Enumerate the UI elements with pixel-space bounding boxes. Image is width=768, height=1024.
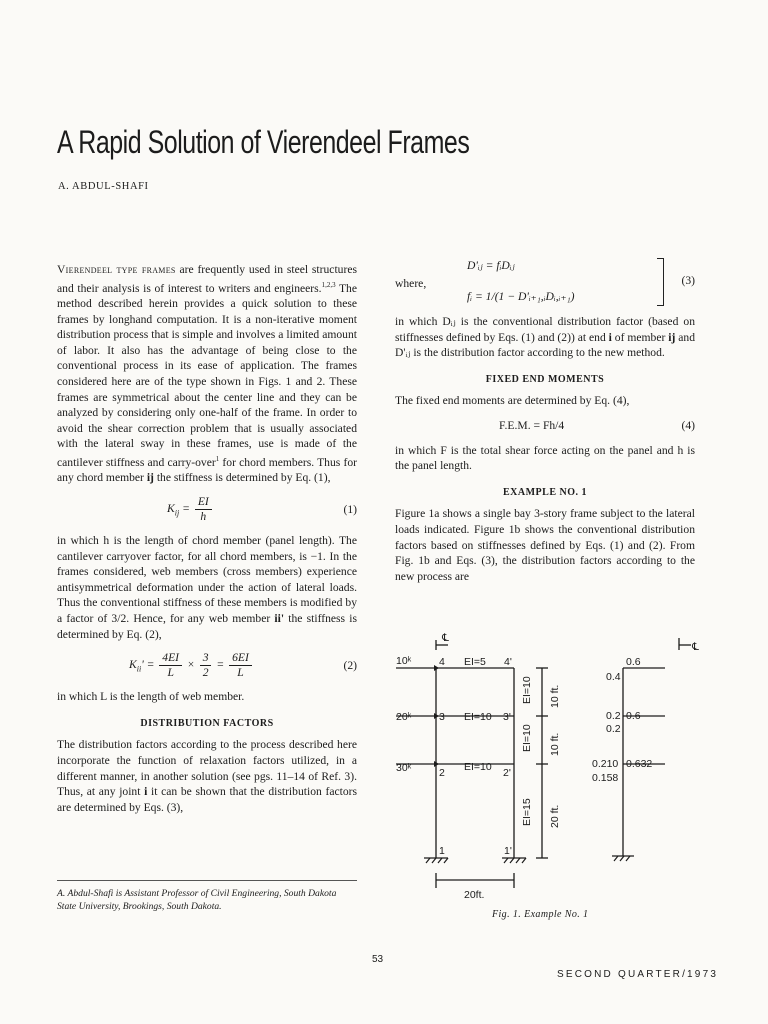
joint-label: 2' [503, 767, 511, 779]
equation-number: (4) [681, 418, 695, 432]
distribution-factor: 0.2 [606, 710, 621, 722]
page-number: 53 [372, 954, 384, 965]
frame-figure [378, 628, 708, 908]
equation-1: $K_{ij}$ = $\frac{EI}{h}$ (1) [167, 495, 357, 524]
distribution-factor: 0.210 [592, 758, 619, 770]
paragraph: in which L is the length of web member. [57, 690, 245, 704]
centerline-label: ℄ [442, 632, 449, 644]
paragraph: in which Dᵢⱼ is the conventional distribution factor (based on stiffnesses defined by Eqs. (1) and (2)) at end i of member ij and D'ᵢⱼ is the distribution factor according to the new method. [395, 315, 696, 360]
load-label: 20ᵏ [396, 711, 412, 723]
reference-superscript: 1,2,3 [321, 280, 336, 289]
chord-stiffness: EI=10 [464, 711, 492, 723]
web-stiffness: EI=10 [521, 724, 533, 752]
joint-label: 1 [439, 845, 445, 857]
equation-2: $K_{ii}'$ = $\frac{4EI}{L}$ × $\frac{3}{2}$ = $\frac{6EI}{L}$ (2) [129, 651, 357, 680]
paragraph: The distribution factors according to the process described here incorporate the function of relaxation factors utilized, in a different manner, in another solution (see pgs. 11–14 of Ref. 3). Thus, at any joint i it can be shown that the distribution factors are determined by Eqs. (3), [57, 738, 357, 814]
equation-3: D'ᵢⱼ = fᵢDᵢⱼ where, fᵢ = 1/(1 − D'ᵢ₊₁,ᵢDᵢ,ᵢ₊₁) (3) [395, 256, 695, 308]
bracket [657, 258, 664, 306]
right-column [395, 256, 695, 584]
section-heading: EXAMPLE NO. 1 [503, 486, 587, 498]
paragraph: in which h is the length of chord member (panel length). The cantilever carryover factor, for all chord members, is −1. In the frames considered, web members (cross members) experience antisymmetrical deformation under the action of lateral loads. Thus the conventional stiffness of these members is modified by a factor of 3/2. Hence, for any web member ii' the stiffness is determined by Eq. (2), [57, 534, 358, 641]
lead-in: Vierendeel type frames [57, 263, 176, 276]
joint-label: 2 [439, 767, 445, 779]
joint-label: 3' [503, 711, 511, 723]
span-dimension: 20ft. [464, 889, 485, 901]
equation-number: (3) [681, 274, 695, 287]
equation-number: (1) [343, 502, 357, 516]
author: A. ABDUL-SHAFI [58, 181, 149, 192]
joint-label: 4 [439, 656, 445, 668]
load-label: 10ᵏ [396, 655, 412, 667]
chord-stiffness: EI=10 [464, 761, 492, 773]
paragraph: in which F is the total shear force acting on the panel and h is the panel length. [395, 443, 695, 473]
joint-label: 4' [504, 656, 512, 668]
section-heading: FIXED END MOMENTS [485, 373, 605, 385]
chord-stiffness: EI=5 [464, 656, 486, 668]
distribution-factor: 0.6 [626, 656, 641, 668]
web-stiffness: EI=15 [521, 798, 533, 826]
height-dimension: 20 ft. [549, 804, 561, 828]
author-footnote: A. Abdul-Shafi is Assistant Professor of Civil Engineering, South Dakota State University, Brookings, South Dakota. [57, 880, 357, 913]
paragraph: The fixed end moments are determined by Eq. (4), [395, 394, 630, 408]
distribution-factor: 0.6 [626, 710, 641, 722]
centerline-label: ℄ [692, 641, 699, 653]
joint-label: 1' [504, 845, 512, 857]
paragraph: Figure 1a shows a single bay 3-story frame subject to the lateral loads indicated. Figure 1b shows the conventional distribution factors based on stiffnesses defined by Eqs. (1) and (2). From Fig. 1b and Eqs. (3), the distribution factors according to the new process are [395, 507, 695, 583]
journal-issue: SECOND QUARTER/1973 [557, 969, 719, 980]
distribution-factor: 0.2 [606, 723, 621, 735]
distribution-factor: 0.158 [592, 772, 619, 784]
web-stiffness: EI=10 [521, 676, 533, 704]
figure-caption: Fig. 1. Example No. 1 [492, 909, 589, 920]
height-dimension: 10 ft. [549, 684, 561, 708]
equation-4: F.E.M. = Fh/4 (4) [499, 418, 695, 432]
paper-title: A Rapid Solution of Vierendeel Frames [57, 124, 470, 160]
intro-paragraph: Vierendeel type frames are frequently used in steel structures and their analysis is of interest to writers and engineers.$^{1,2,3}$ The method described herein provides a quick solution to these frames by longhand computation. It is a non-iterative moment distribution process that is simple and involves a limited amount of labor. It also has the advantage of being close to the conventional process in its ease of application. The frames considered here are of the type shown in Figs. 1 and 2. These frames are symmetrical about the center line and they can be analyzed by considering only one-half of the frame. In order to avoid the shear correction problem that is usually associated with the lateral sway in these frames, use is made of the cantilever stiffness and carry-over$^1$ for chord members. Thus for any chord member ij the stiffness is determined by Eq. (1), [57, 263, 357, 485]
joint-label: 3 [439, 711, 445, 723]
load-label: 30ᵏ [396, 762, 412, 774]
height-dimension: 10 ft. [549, 732, 561, 756]
left-column [57, 262, 357, 815]
equation-number: (2) [343, 658, 357, 672]
distribution-factor: 0.4 [606, 671, 621, 683]
section-heading: DISTRIBUTION FACTORS [140, 717, 274, 729]
distribution-factor: 0.632 [626, 758, 653, 770]
